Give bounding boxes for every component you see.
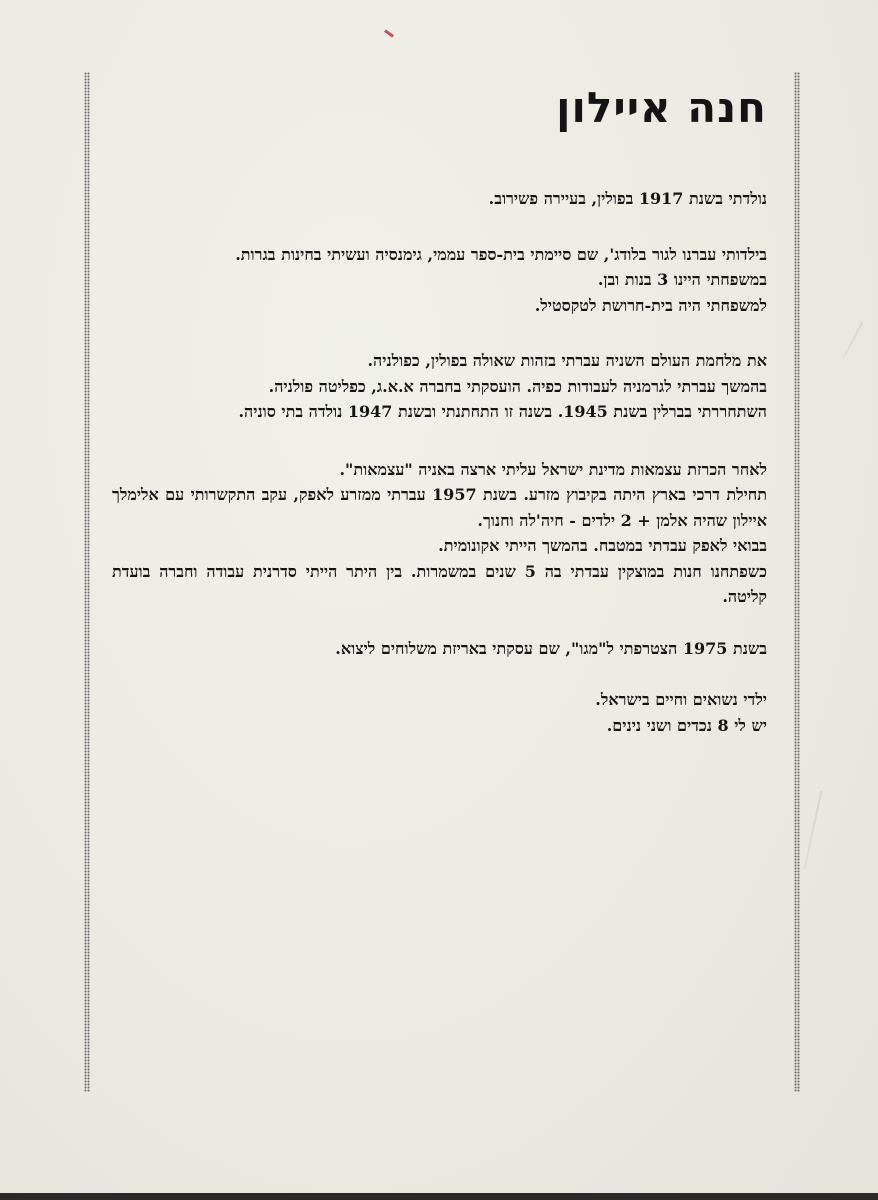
text-line: למשפחתי היה בית-חרושת לטקסטיל. (534, 295, 767, 315)
paragraph-israel (112, 457, 767, 610)
paragraph-childhood (112, 242, 767, 319)
text-line: בהמשך עברתי לגרמניה לעבודות כפיה. הועסקתי בחברה א.א.ג, כפליטה פולניה. (268, 376, 767, 396)
paragraph-mego (112, 636, 767, 662)
paragraph-war (112, 348, 767, 425)
ink-mark (384, 29, 394, 37)
paragraph-family (112, 687, 767, 738)
biography-text (112, 186, 767, 738)
text-line: נולדתי בשנת 1917 בפולין, בעיירה פשירוב. (488, 189, 767, 208)
text-line: את מלחמת העולם השניה עברתי בזהות שאולה בפולין, כפולניה. (367, 351, 767, 370)
paper-crease (804, 791, 823, 870)
text-line: בבואי לאפק עבדתי במטבח. בהמשך הייתי אקונומית. (438, 536, 767, 555)
text-line: בשנת 1975 הצטרפתי ל"מגו", שם עסקתי באריזת משלוחים ליצוא. (335, 638, 767, 658)
text-line: יש לי 8 נכדים ושני נינים. (606, 715, 767, 735)
text-line: ילדי נשואים וחיים בישראל. (595, 690, 767, 709)
right-decorative-border (794, 72, 800, 1092)
text-line: בילדותי עברנו לגור בלודג', שם סיימתי בית-ספר עממי, גימנסיה ועשיתי בחינות בגרות. (235, 244, 767, 264)
paper-crease (843, 322, 864, 358)
text-line: תחילת דרכי בארץ היתה בקיבוץ מזרע. בשנת 1957 עברתי ממזרע לאפק, עקב התקשרותי עם אלימלך איילון שהיה אלמן + 2 ילדים - חיה'לה וחנוך. (112, 485, 767, 530)
text-line: השתחררתי בברלין בשנת 1945. בשנה זו התחתנתי ובשנת 1947 נולדה בתי סוניה. (238, 402, 767, 421)
text-line: במשפחתי היינו 3 בנות ובן. (597, 270, 767, 289)
left-decorative-border (84, 72, 90, 1092)
paragraph-birth (112, 186, 767, 212)
text-line: כשפתחנו חנות במוצקין עבדתי בה 5 שנים במשמרות. בין היתר הייתי סדרנית עבודה וחברה בועדת קליטה. (112, 561, 767, 606)
scan-bottom-edge (0, 1193, 878, 1200)
page-title: חנה איילון (556, 83, 767, 132)
document-body (112, 78, 767, 766)
text-line: לאחר הכרזת עצמאות מדינת ישראל עליתי ארצה באניה "עצמאות". (339, 459, 767, 479)
